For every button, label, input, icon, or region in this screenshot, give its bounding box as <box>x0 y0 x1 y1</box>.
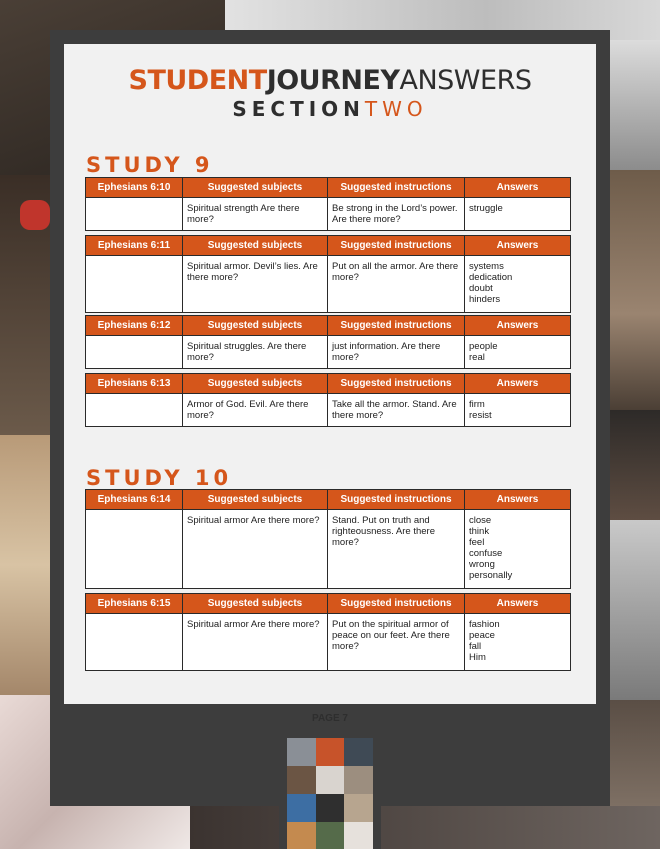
answers-header: Answers <box>465 316 571 336</box>
section-subtitle <box>0 97 660 121</box>
instructions-cell: just information. Are there more? <box>328 336 465 369</box>
answer-item: peace <box>469 630 495 641</box>
study-9-row-2 <box>85 235 571 313</box>
answer-item: wrong <box>469 559 495 570</box>
subjects-header: Suggested subjects <box>183 594 328 614</box>
subjects-cell: Spiritual struggles. Are there more? <box>183 336 328 369</box>
answer-item: confuse <box>469 548 503 559</box>
subjects-header: Suggested subjects <box>183 490 328 510</box>
cover-thumbnail <box>279 728 381 849</box>
instructions-cell: Take all the armor. Stand. Are there more? <box>328 394 465 427</box>
study-9-row-4 <box>85 373 571 427</box>
instructions-cell: Be strong in the Lord’s power. Are there more? <box>328 198 465 231</box>
passage-header: Ephesians 6:10 <box>86 178 183 198</box>
subjects-cell: Spiritual armor Are there more? <box>183 510 328 589</box>
answer-item: think <box>469 526 490 537</box>
subjects-cell: Spiritual armor. Devil’s lies. Are there more? <box>183 256 328 313</box>
answers-cell <box>465 614 571 671</box>
instructions-header: Suggested instructions <box>328 236 465 256</box>
answers-cell <box>465 510 571 589</box>
answer-item: doubt <box>469 283 493 294</box>
answer-item: close <box>469 515 492 526</box>
answers-cell <box>465 198 571 231</box>
study-10-row-1 <box>85 489 571 589</box>
passage-cell <box>86 336 183 369</box>
passage-cell <box>86 256 183 313</box>
answer-item: people <box>469 341 498 352</box>
title-student: STUDENT <box>128 65 267 96</box>
answer-item: fashion <box>469 619 500 630</box>
study-10-row-2 <box>85 593 571 671</box>
subjects-cell: Armor of God. Evil. Are there more? <box>183 394 328 427</box>
cover-thumbnail-image <box>287 738 373 849</box>
passage-header: Ephesians 6:14 <box>86 490 183 510</box>
subjects-header: Suggested subjects <box>183 236 328 256</box>
answer-item: real <box>469 352 485 363</box>
instructions-header: Suggested instructions <box>328 316 465 336</box>
passage-cell <box>86 614 183 671</box>
study-10-heading: STUDY 10 <box>86 466 233 490</box>
page-number: PAGE 7 <box>312 713 348 724</box>
page-title <box>0 66 660 96</box>
answer-item: resist <box>469 410 492 421</box>
answers-header: Answers <box>465 594 571 614</box>
answer-item: systems <box>469 261 504 272</box>
instructions-cell: Put on the spiritual armor of peace on our feet. Are there more? <box>328 614 465 671</box>
passage-cell <box>86 510 183 589</box>
answers-cell <box>465 394 571 427</box>
passage-header: Ephesians 6:13 <box>86 374 183 394</box>
subjects-header: Suggested subjects <box>183 374 328 394</box>
title-journey: JOURNEY <box>266 65 400 96</box>
answers-header: Answers <box>465 236 571 256</box>
answer-item: Him <box>469 652 486 663</box>
answers-header: Answers <box>465 178 571 198</box>
answer-item: feel <box>469 537 485 548</box>
answer-item: dedication <box>469 272 513 283</box>
study-9-row-1 <box>85 177 571 231</box>
study-9-heading: STUDY 9 <box>86 153 214 177</box>
passage-header: Ephesians 6:11 <box>86 236 183 256</box>
answer-item: hinders <box>469 294 501 305</box>
instructions-cell: Put on all the armor. Are there more? <box>328 256 465 313</box>
subjects-cell: Spiritual strength Are there more? <box>183 198 328 231</box>
instructions-header: Suggested instructions <box>328 490 465 510</box>
title-answers: ANSWERS <box>399 65 532 96</box>
instructions-header: Suggested instructions <box>328 178 465 198</box>
passage-cell <box>86 394 183 427</box>
subjects-header: Suggested subjects <box>183 178 328 198</box>
answers-cell <box>465 256 571 313</box>
passage-header: Ephesians 6:15 <box>86 594 183 614</box>
subjects-header: Suggested subjects <box>183 316 328 336</box>
answers-header: Answers <box>465 490 571 510</box>
instructions-header: Suggested instructions <box>328 594 465 614</box>
answer-item: personally <box>469 570 513 581</box>
subtitle-section: SECTION <box>232 97 365 121</box>
passage-cell <box>86 198 183 231</box>
answers-cell <box>465 336 571 369</box>
answer-item: fall <box>469 641 482 652</box>
passage-header: Ephesians 6:12 <box>86 316 183 336</box>
instructions-cell: Stand. Put on truth and righteousness. Are there more? <box>328 510 465 589</box>
subjects-cell: Spiritual armor Are there more? <box>183 614 328 671</box>
answer-item: struggle <box>469 203 503 214</box>
instructions-header: Suggested instructions <box>328 374 465 394</box>
answers-header: Answers <box>465 374 571 394</box>
study-9-row-3 <box>85 315 571 369</box>
answer-item: firm <box>469 399 485 410</box>
subtitle-two: TWO <box>364 97 428 121</box>
